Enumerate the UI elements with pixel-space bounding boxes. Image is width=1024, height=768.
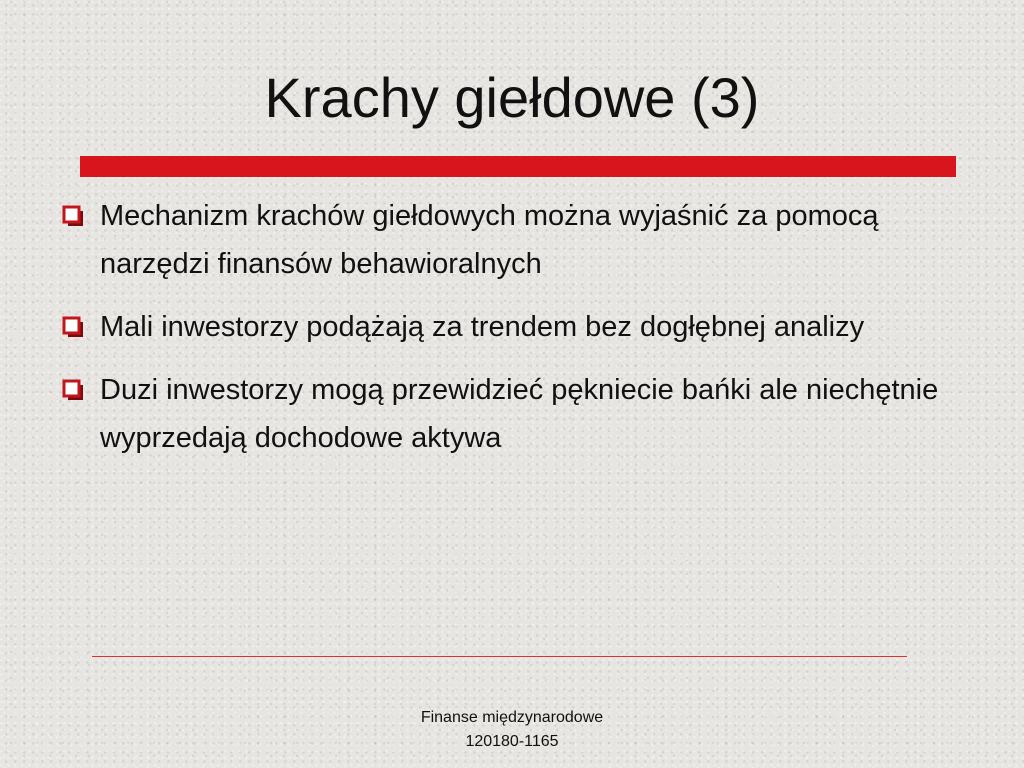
checkbox-bullet-icon [62, 379, 84, 401]
bullet-text: Mali inwestorzy podążają za trendem bez dogłębnej analizy [100, 311, 865, 343]
bullet-item [60, 303, 960, 351]
footer-course-code: 120180-1165 [465, 733, 559, 750]
bullet-text: Duzi inwestorzy mogą przewidzieć pękniecie bańki ale niechętnie wyprzedają dochodowe aktywa [100, 374, 939, 454]
bullet-list [60, 192, 960, 477]
footer-course-name: Finanse międzynarodowe [420, 709, 604, 726]
bullet-item [60, 192, 960, 288]
footer [362, 706, 662, 754]
title-accent-bar [80, 156, 956, 177]
checkbox-bullet-icon [62, 316, 84, 338]
checkbox-bullet-icon [62, 205, 84, 227]
bullet-item [60, 366, 960, 462]
bullet-text: Mechanizm krachów giełdowych można wyjaśnić za pomocą narzędzi finansów behawioralnych [100, 200, 879, 280]
footer-rule [92, 656, 907, 657]
slide-title: Krachy giełdowe (3) [264, 66, 760, 129]
